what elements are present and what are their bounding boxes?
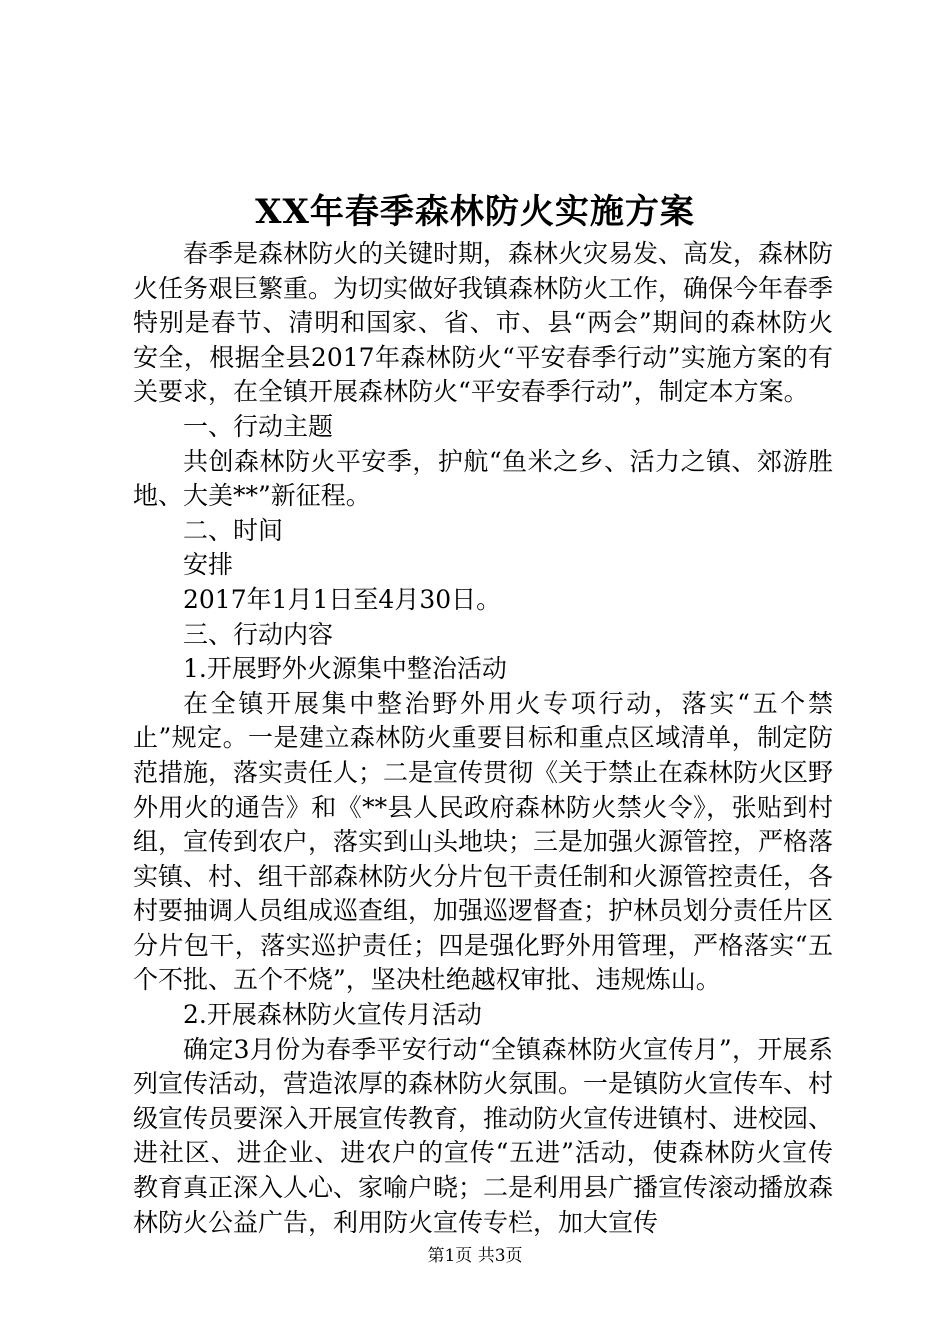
paragraph-arrangement: 安排 xyxy=(183,550,234,580)
document-title: XX年春季森林防火实施方案 xyxy=(255,192,695,232)
paragraph-fire-source-rectification: 在全镇开展集中整治野外用火专项行动，落实“五个禁止”规定。一是建立森林防火重要目标和重点区域清单，制定防范措施，落实责任人；二是宣传贯彻《关于禁止在森林防火区野外用火的通告》和《**县人民政府森林防火禁火令》，张贴到村组，宣传到农户，落实到山头地块；三是加强火源管控，严格落实镇、村、组干部森林防火分片包干责任制和火源管控责任，各村要抽调人员组成巡查组，加强巡逻督查；护林员划分责任片区分片包干，落实巡护责任；四是强化野外用管理，严格落实“五个不批、五个不烧”，坚决杜绝越权审批、违规炼山。 xyxy=(133,688,834,995)
paragraph-theme: 共创森林防火平安季，护航“鱼米之乡、活力之镇、郊游胜地、大美**”新征程。 xyxy=(133,446,833,511)
subheading-publicity-month: 2.开展森林防火宣传月活动 xyxy=(183,1000,482,1030)
subheading-fire-source-rectification: 1.开展野外火源集中整治活动 xyxy=(183,654,507,684)
heading-action-theme: 一、行动主题 xyxy=(183,411,334,441)
heading-action-content: 三、行动内容 xyxy=(183,619,334,649)
paragraph-intro: 春季是森林防火的关键时期，森林火灾易发、高发，森林防火任务艰巨繁重。为切实做好我镇森林防火工作，确保今年春季特别是春节、清明和国家、省、市、县“两会”期间的森林防火安全，根据全县2017年森林防火“平安春季行动”实施方案的有关要求，在全镇开展森林防火“平安春季行动”，制定本方案。 xyxy=(133,239,834,407)
document-body xyxy=(133,237,833,1240)
heading-time: 二、时间 xyxy=(183,515,284,545)
paragraph-date-range: 2017年1月1日至4月30日。 xyxy=(183,584,502,614)
page-number: 第1页 共3页 xyxy=(427,1246,523,1266)
paragraph-publicity-month: 确定3月份为春季平安行动“全镇森林防火宣传月”，开展系列宣传活动，营造浓厚的森林防火氛围。一是镇防火宣传车、村级宣传员要深入开展宣传教育，推动防火宣传进镇村、进校园、进社区、进企业、进农户的宣传“五进”活动，使森林防火宣传教育真正深入人心、家喻户晓；二是利用县广播宣传滚动播放森林防火公益广告，利用防火宣传专栏，加大宣传 xyxy=(133,1034,834,1237)
